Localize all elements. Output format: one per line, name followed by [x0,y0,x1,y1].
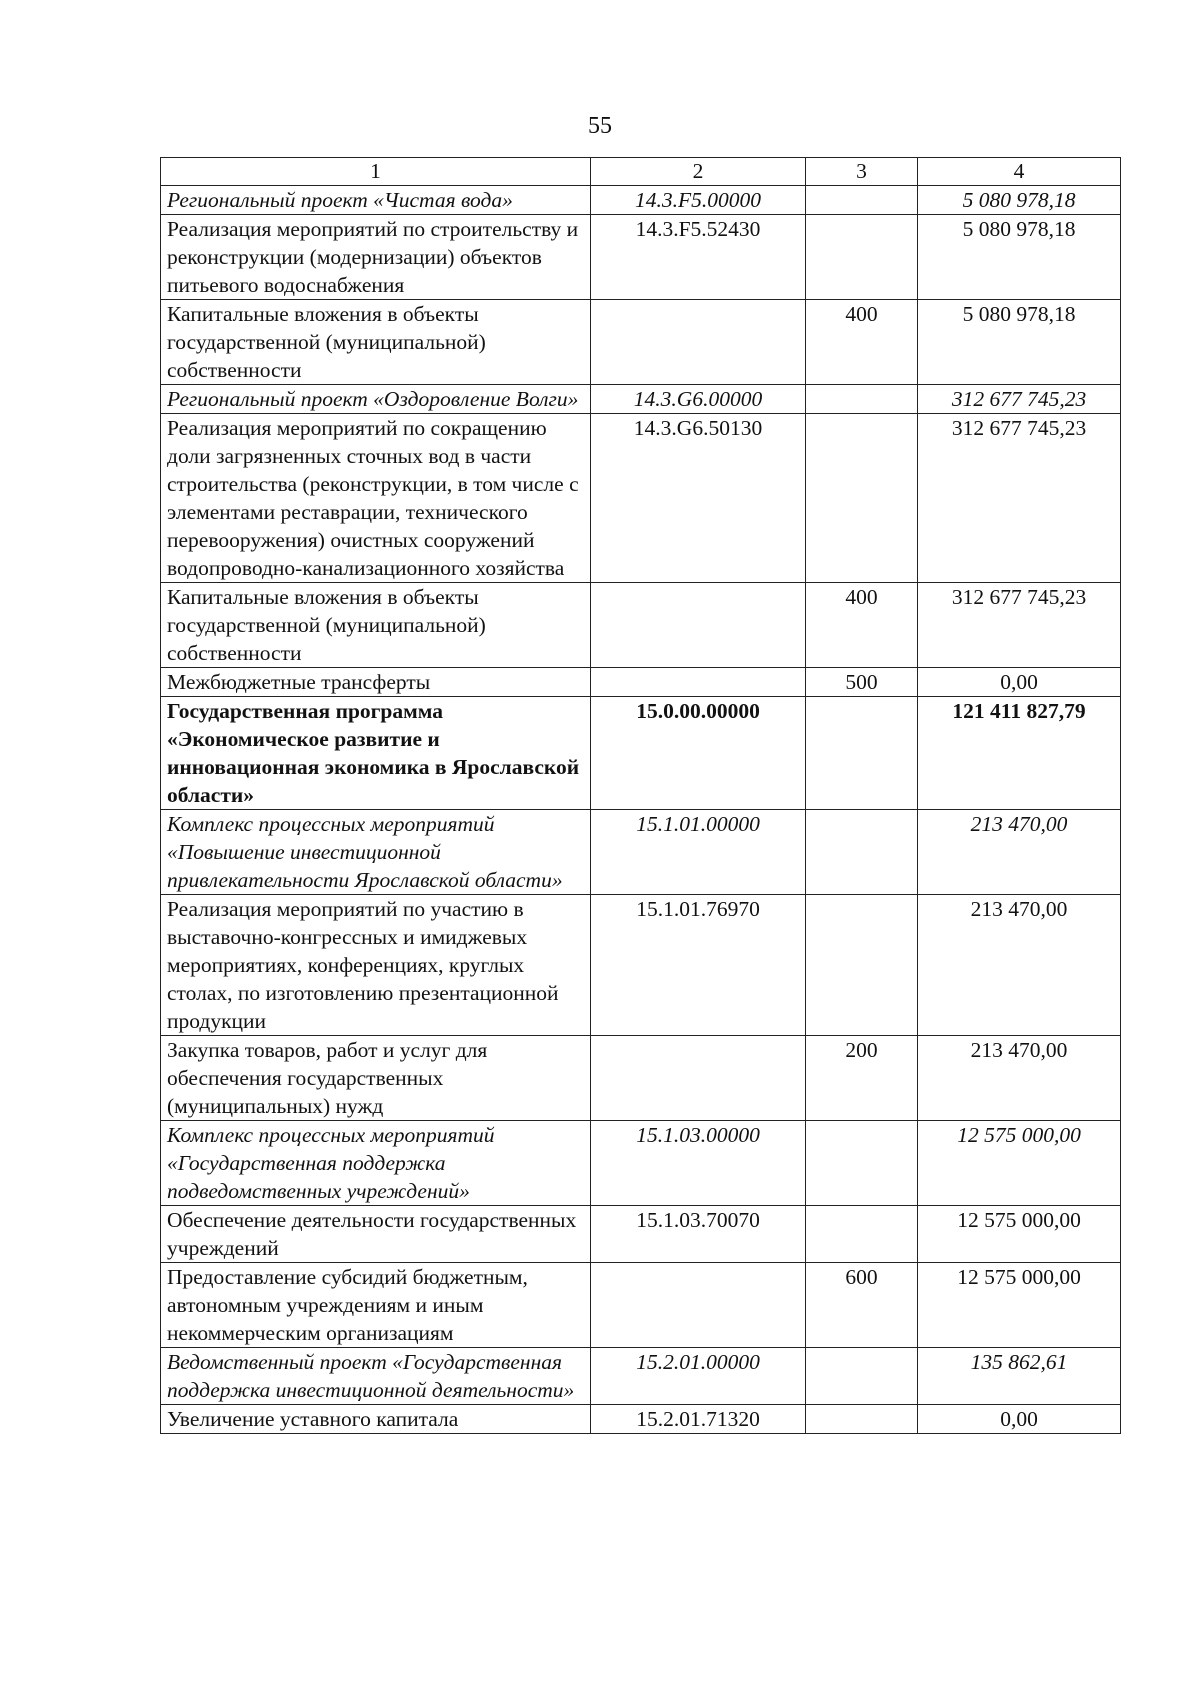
table-row [161,414,1121,583]
row-amount-cell: 312 677 745,23 [918,385,1121,414]
row-amount-cell: 213 470,00 [918,810,1121,895]
row-name-cell: Капитальные вложения в объекты государственной (муниципальной) собственности [161,583,591,668]
row-code-cell [591,1036,806,1121]
table-row [161,895,1121,1036]
row-name-cell: Реализация мероприятий по сокращению доли загрязненных сточных вод в части строительства (реконструкции, в том числе с элементами реставрации, технического перевооружения) очистных сооружений водопроводно-канализационного хозяйства [161,414,591,583]
row-name-cell: Увеличение уставного капитала [161,1405,591,1434]
row-expense-type-cell: 600 [806,1263,918,1348]
table-row [161,300,1121,385]
row-expense-type-cell [806,186,918,215]
row-code-cell: 14.3.F5.00000 [591,186,806,215]
row-expense-type-cell: 200 [806,1036,918,1121]
budget-table [160,157,1121,1434]
row-code-cell [591,583,806,668]
table-row [161,215,1121,300]
row-expense-type-cell: 500 [806,668,918,697]
row-code-cell: 15.1.03.70070 [591,1206,806,1263]
row-amount-cell: 5 080 978,18 [918,300,1121,385]
row-name-cell: Региональный проект «Чистая вода» [161,186,591,215]
row-code-cell: 15.0.00.00000 [591,697,806,810]
row-code-cell: 15.1.03.00000 [591,1121,806,1206]
row-amount-cell: 121 411 827,79 [918,697,1121,810]
row-code-cell [591,300,806,385]
row-expense-type-cell [806,1348,918,1405]
row-amount-cell: 213 470,00 [918,895,1121,1036]
row-name-cell: Региональный проект «Оздоровление Волги» [161,385,591,414]
row-expense-type-cell [806,414,918,583]
row-expense-type-cell [806,1121,918,1206]
row-expense-type-cell [806,895,918,1036]
row-amount-cell: 5 080 978,18 [918,186,1121,215]
table-row [161,668,1121,697]
row-name-cell: Предоставление субсидий бюджетным, автономным учреждениям и иным некоммерческим организациям [161,1263,591,1348]
row-code-cell: 15.1.01.76970 [591,895,806,1036]
row-expense-type-cell [806,697,918,810]
row-amount-cell: 135 862,61 [918,1348,1121,1405]
table-row [161,385,1121,414]
table-row [161,1263,1121,1348]
row-name-cell: Закупка товаров, работ и услуг для обеспечения государственных (муниципальных) нужд [161,1036,591,1121]
row-expense-type-cell [806,385,918,414]
table-header-row [161,158,1121,186]
row-name-cell: Государственная программа «Экономическое развитие и инновационная экономика в Ярославской области» [161,697,591,810]
row-name-cell: Межбюджетные трансферты [161,668,591,697]
table-row [161,810,1121,895]
row-amount-cell: 312 677 745,23 [918,583,1121,668]
row-name-cell: Реализация мероприятий по строительству и реконструкции (модернизации) объектов питьевого водоснабжения [161,215,591,300]
column-header-2: 2 [591,158,806,186]
table-row [161,1348,1121,1405]
row-expense-type-cell: 400 [806,583,918,668]
row-code-cell: 14.3.G6.50130 [591,414,806,583]
column-header-3: 3 [806,158,918,186]
table-row [161,697,1121,810]
page-number: 55 [588,113,612,139]
row-amount-cell: 12 575 000,00 [918,1206,1121,1263]
row-code-cell: 15.1.01.00000 [591,810,806,895]
table-row [161,1036,1121,1121]
row-name-cell: Капитальные вложения в объекты государственной (муниципальной) собственности [161,300,591,385]
row-name-cell: Реализация мероприятий по участию в выставочно-конгрессных и имиджевых мероприятиях, конференциях, круглых столах, по изготовлению презентационной продукции [161,895,591,1036]
row-expense-type-cell [806,215,918,300]
row-amount-cell: 312 677 745,23 [918,414,1121,583]
table-row [161,1121,1121,1206]
table-row [161,583,1121,668]
table-body [161,186,1121,1434]
row-code-cell: 15.2.01.00000 [591,1348,806,1405]
row-expense-type-cell: 400 [806,300,918,385]
column-header-1: 1 [161,158,591,186]
row-name-cell: Ведомственный проект «Государственная поддержка инвестиционной деятельности» [161,1348,591,1405]
row-code-cell [591,668,806,697]
column-header-4: 4 [918,158,1121,186]
row-code-cell: 15.2.01.71320 [591,1405,806,1434]
row-name-cell: Комплекс процессных мероприятий «Повышение инвестиционной привлекательности Ярославской области» [161,810,591,895]
row-amount-cell: 213 470,00 [918,1036,1121,1121]
table-row [161,1206,1121,1263]
row-amount-cell: 0,00 [918,1405,1121,1434]
row-amount-cell: 12 575 000,00 [918,1263,1121,1348]
row-expense-type-cell [806,1206,918,1263]
row-code-cell: 14.3.F5.52430 [591,215,806,300]
table-row [161,1405,1121,1434]
row-amount-cell: 0,00 [918,668,1121,697]
row-amount-cell: 5 080 978,18 [918,215,1121,300]
row-expense-type-cell [806,810,918,895]
row-expense-type-cell [806,1405,918,1434]
row-name-cell: Обеспечение деятельности государственных учреждений [161,1206,591,1263]
table-row [161,186,1121,215]
row-code-cell: 14.3.G6.00000 [591,385,806,414]
row-name-cell: Комплекс процессных мероприятий «Государственная поддержка подведомственных учреждений» [161,1121,591,1206]
row-code-cell [591,1263,806,1348]
row-amount-cell: 12 575 000,00 [918,1121,1121,1206]
